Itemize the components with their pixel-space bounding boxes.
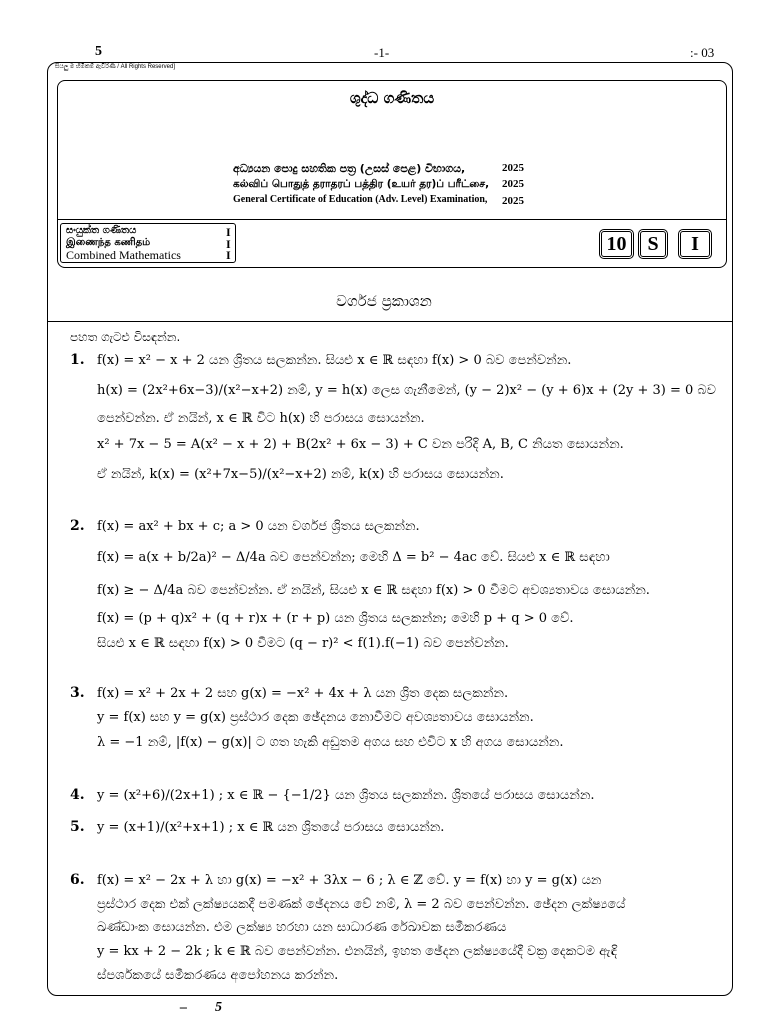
question-line: f(x) = x² − x + 2 යන ශ්‍රිතය සලකන්න. සියළු x ∈ ℝ සඳහා f(x) > 0 බව පෙන්වන්න. <box>97 353 572 368</box>
question-line: x² + 7x − 5 = A(x² − x + 2) + B(2x² + 6x − 3) + C වන පරිදි A, B, C නියත සොයන්න. <box>97 437 624 452</box>
question-line: y = (x+1)/(x²+x+1) ; x ∈ ℝ යන ශ්‍රිතයේ පරාසය සොයන්න. <box>97 820 445 835</box>
question-number: 1. <box>70 352 85 368</box>
subject-roman-2: I <box>226 237 231 251</box>
title-rule <box>48 321 732 322</box>
question-line: y = (x²+6)/(2x+1) ; x ∈ ℝ − {−1/2} යන ශ්‍රිතය සලකන්න. ශ්‍රිතයේ පරාසය සොයන්න. <box>97 788 595 803</box>
question-line: පෙන්වන්න. ඒ නයින්, x ∈ ℝ විට h(x) හි පරාසය සොයන්න. <box>97 411 425 426</box>
exam-line-sinhala: අධ්‍යයන පොදු සහතික පත්‍ර (උසස් පෙළ) විභාගය, <box>233 162 466 175</box>
question-line: f(x) ≥ − Δ/4a බව පෙන්වන්න. ඒ නයින්, සියළු x ∈ ℝ සඳහා f(x) > 0 වීමට අවශ්‍යතාවය සොයන්න. <box>97 583 650 598</box>
question-number: 6. <box>70 872 85 888</box>
question-line: f(x) = ax² + bx + c; a > 0 යන වර්ගජ ශ්‍රිතය සලකන්න. <box>97 519 420 534</box>
question-line: f(x) = x² − 2x + λ හා g(x) = −x² + 3λx − 6 ; λ ∈ ℤ වේ. y = f(x) හා y = g(x) යන <box>97 873 602 888</box>
exam-line-english: General Certificate of Education (Adv. Level) Examination, <box>233 194 488 205</box>
question-number: 3. <box>70 685 85 701</box>
paper-code-number: 10 <box>599 229 634 259</box>
question-line: h(x) = (2x²+6x−3)/(x²−x+2) නම්, y = h(x) ලෙස ගැනීමෙන්, (y − 2)x² − (y + 6)x + (2y + 3) = 0 බව <box>97 383 717 398</box>
title-block <box>57 80 727 268</box>
paper-title: වර්ගජ ප්‍රකාශන <box>336 292 432 310</box>
exam-line-tamil: கல்விப் பொதுத் தராதரப் பத்திர (உயர் தர)ப் பரீட்சை, <box>233 178 490 190</box>
question-line: ඛණ්ඩාංක සොයන්න. එම ලක්ෂ්‍ය හරහා යන සාධාරණ රේඛාවක සමීකරණය <box>97 920 507 935</box>
question-line: f(x) = x² + 2x + 2 සහ g(x) = −x² + 4x + λ යන ශ්‍රිත දෙක සලකන්න. <box>97 686 509 701</box>
question-line: සියළු x ∈ ℝ සඳහා f(x) > 0 වීමට (q − r)² < f(1).f(−1) බව පෙන්වන්න. <box>97 636 509 651</box>
question-number: 5. <box>70 819 85 835</box>
intro-text: පහත ගැටළු විසඳන්න. <box>70 330 181 344</box>
footer-number: 5 <box>215 1000 222 1015</box>
question-line: ප්‍රස්ථාර දෙක එක් ලක්ෂ්‍යයකදී පමණක් ඡේදනය වේ නම්, λ = 2 බව පෙන්වන්න. ඡේදන ලක්ෂ්‍යයේ <box>97 897 626 912</box>
subject-roman-1: I <box>226 225 231 239</box>
question-line: y = kx + 2 − 2k ; k ∈ ℝ බව පෙන්වන්න. එනයින්, ඉහත ඡේදන ලක්ෂ්‍යයේදී වක්‍ර දෙකටම ඇඳි <box>97 944 617 959</box>
paper-code-letter: S <box>638 229 668 259</box>
header-left-number: 5 <box>95 44 102 59</box>
footer-dash: – <box>180 1000 187 1015</box>
header-page-number: -1- <box>374 45 390 60</box>
rights-notice: සියලු ම හිමිකම් ඇවිරිණි / All Rights Reserved] <box>55 64 175 70</box>
title-divider <box>58 219 726 220</box>
exam-year-tamil: 2025 <box>502 178 524 190</box>
exam-year-english: 2025 <box>502 195 524 207</box>
question-line: λ = −1 නම්, |f(x) − g(x)| ට ගත හැකි අඩුතම අගය සහ එවිට x හි අගය සොයන්න. <box>97 735 564 750</box>
question-line: ඒ නයින්, k(x) = (x²+7x−5)/(x²−x+2) නම්, k(x) හි පරාසය සොයන්න. <box>97 467 504 482</box>
question-line: y = f(x) සහ y = g(x) ප්‍රස්ථාර දෙක ඡේදනය නොවීමට අවශ්‍යතාවය සොයන්න. <box>97 710 534 725</box>
subject-title: ශුද්ධ ගණිතය <box>349 89 435 107</box>
question-line: ස්පර්ශකයේ සමීකරණය අපෝහනය කරන්න. <box>97 968 339 983</box>
subject-tamil: இணைந்த கணிதம் <box>66 237 151 248</box>
header-code: :- 03 <box>690 45 715 60</box>
subject-roman-3: I <box>226 248 231 262</box>
exam-year-sinhala: 2025 <box>502 162 524 174</box>
subject-box <box>60 223 236 263</box>
question-number: 2. <box>70 518 85 534</box>
question-line: f(x) = a(x + b/2a)² − Δ/4a බව පෙන්වන්න; මෙහි Δ = b² − 4ac වේ. සියළු x ∈ ℝ සඳහා <box>97 550 610 565</box>
paper-code-roman: I <box>678 229 712 259</box>
subject-english: Combined Mathematics <box>66 248 181 262</box>
subject-sinhala: සංයුක්ත ගණිතය <box>66 225 137 236</box>
question-number: 4. <box>70 787 85 803</box>
question-line: f(x) = (p + q)x² + (q + r)x + (r + p) යන ශ්‍රිතය සලකන්න; මෙහි p + q > 0 වේ. <box>97 611 574 626</box>
